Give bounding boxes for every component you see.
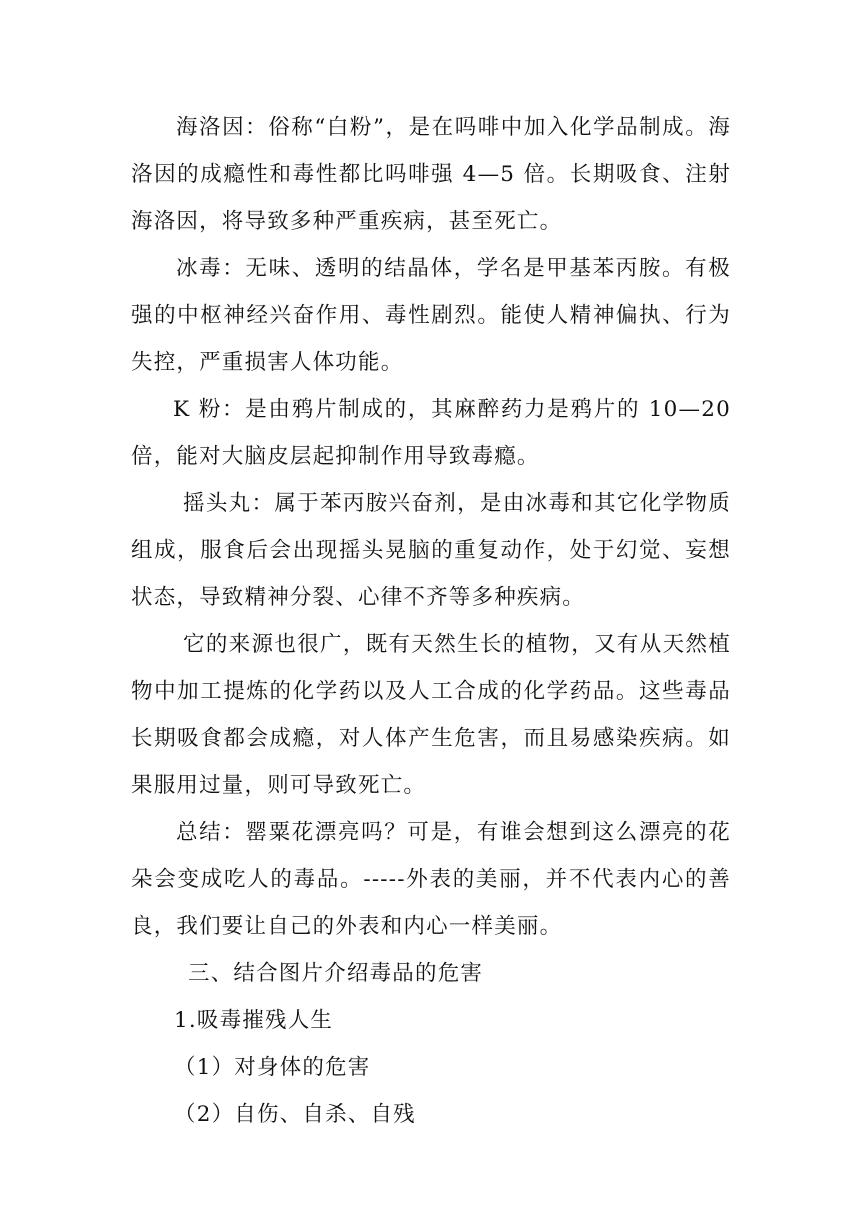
sub-heading: 1.吸毒摧残人生 — [174, 1008, 334, 1033]
list-item: （1）对身体的危害 — [174, 1055, 371, 1080]
section-heading: 三、结合图片介绍毒品的危害 — [188, 961, 484, 986]
paragraph-heroin: 海洛因：俗称“白粉”，是在吗啡中加入化学品制成。海洛因的成瘾性和毒性都比吗啡强 4—5 倍。长期吸食、注射海洛因，将导致多种严重疾病，甚至死亡。 — [131, 115, 731, 234]
paragraph-sources: 它的来源也很广，既有天然生长的植物，又有从天然植物中加工提炼的化学药以及人工合成的化学药品。这些毒品长期吸食都会成瘾，对人体产生危害，而且易感染疾病。如果服用过量，则可导致死亡。 — [131, 632, 731, 798]
paragraph-k-powder: K 粉：是由鸦片制成的，其麻醉药力是鸦片的 10—20 倍，能对大脑皮层起抑制作用导致毒瘾。 — [131, 397, 731, 469]
paragraph-ice: 冰毒：无味、透明的结晶体，学名是甲基苯丙胺。有极强的中枢神经兴奋作用、毒性剧烈。能使人精神偏执、行为失控，严重损害人体功能。 — [131, 256, 731, 375]
paragraph-ecstasy: 摇头丸：属于苯丙胺兴奋剂，是由冰毒和其它化学物质组成，服食后会出现摇头晃脑的重复动作，处于幻觉、妄想状态，导致精神分裂、心律不齐等多种疾病。 — [131, 491, 731, 610]
list-item: （2）自伤、自杀、自残 — [174, 1102, 416, 1127]
paragraph-summary: 总结：罂粟花漂亮吗？可是，有谁会想到这么漂亮的花朵会变成吃人的毒品。-----外表的美丽，并不代表内心的善良，我们要让自己的外表和内心一样美丽。 — [131, 820, 731, 939]
document-page — [131, 104, 731, 1138]
